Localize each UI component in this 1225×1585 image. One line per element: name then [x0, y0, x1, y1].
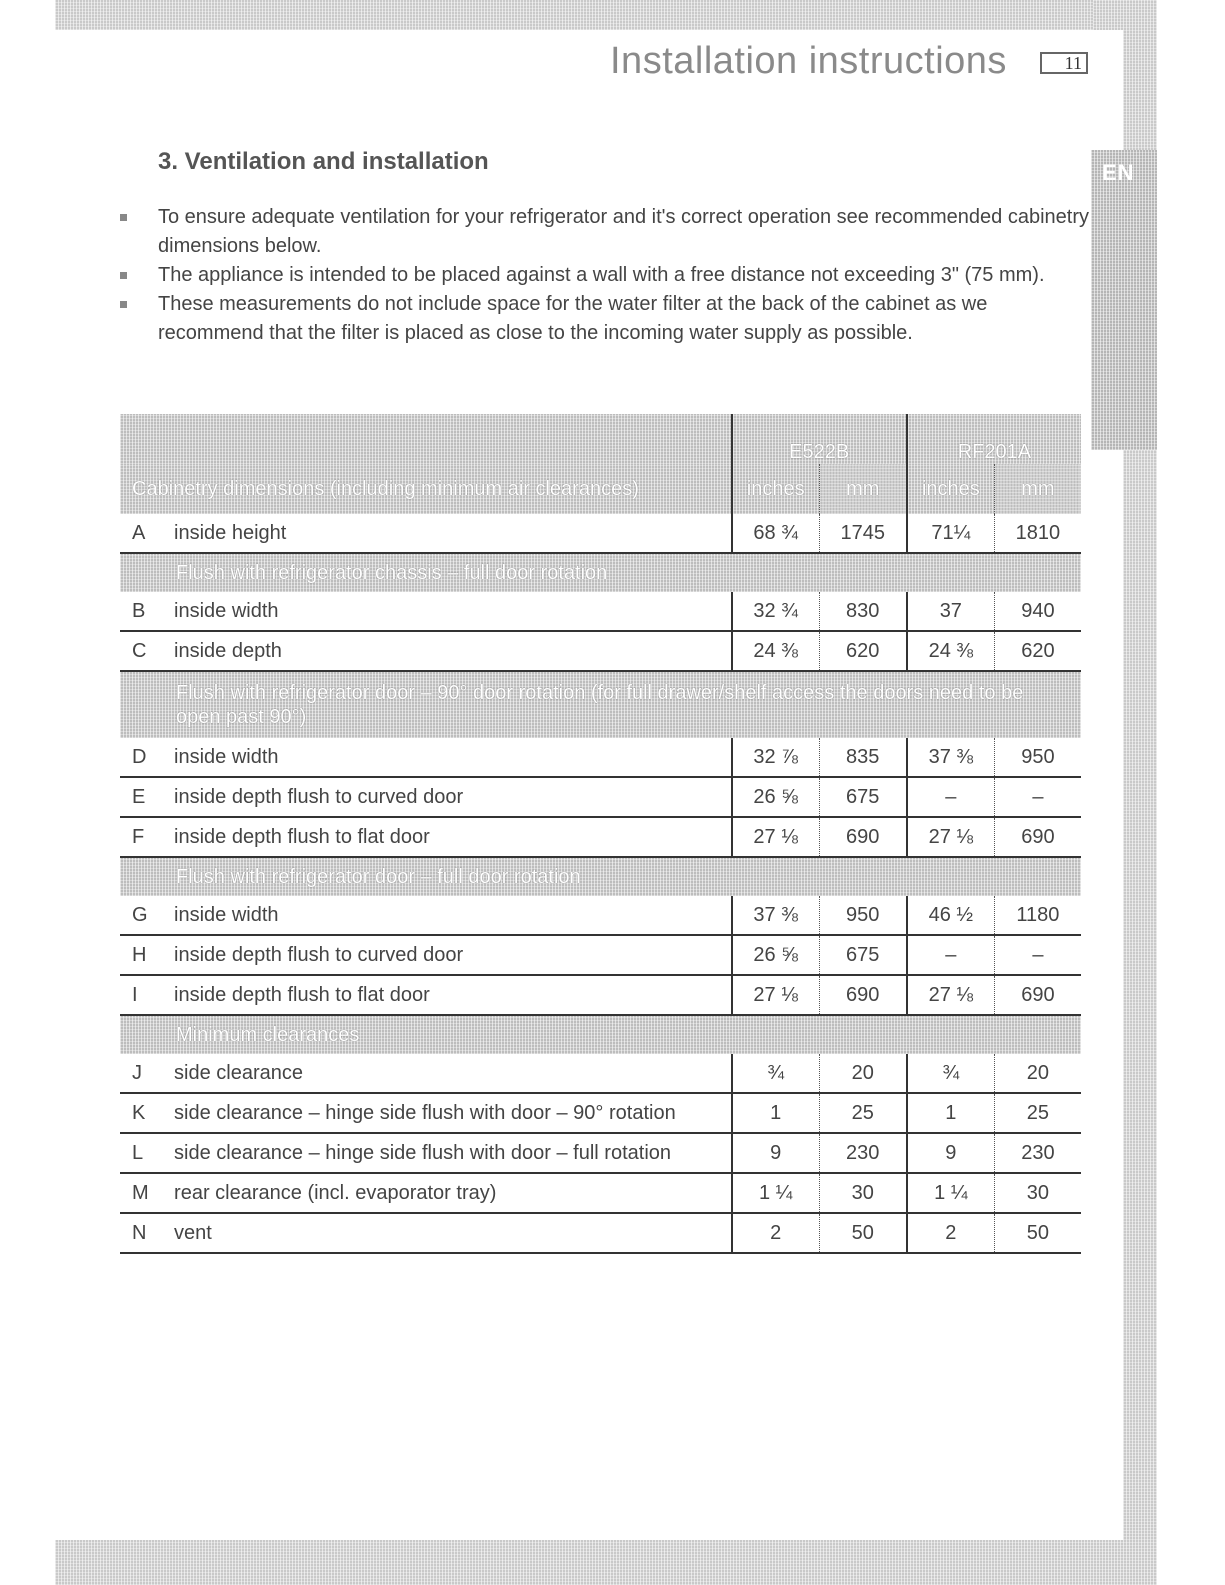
row-description: side clearance – hinge side flush with door – full rotation: [174, 1133, 732, 1173]
table-row: [120, 1213, 1081, 1253]
value-e522b-mm: 950: [819, 896, 907, 935]
value-rf201a-mm: 1180: [994, 896, 1081, 935]
value-e522b-inches: 24 ⅜: [732, 631, 820, 671]
bullet-text: The appliance is intended to be placed against a wall with a free distance not exceeding 3" (75 mm).: [158, 264, 1045, 286]
language-tab-label: EN: [1102, 160, 1135, 185]
table-row: [120, 592, 1081, 631]
table-subheading: Flush with refrigerator door – full door rotation: [120, 857, 1081, 896]
bullet-text: To ensure adequate ventilation for your refrigerator and it's correct operation see recommended cabinetry dimensions below.: [158, 206, 1089, 257]
value-e522b-inches: 27 ⅛: [732, 975, 820, 1015]
row-code: C: [120, 631, 174, 671]
table-subheading-row: [120, 671, 1081, 738]
value-e522b-inches: 27 ⅛: [732, 817, 820, 857]
table-row: [120, 975, 1081, 1015]
table-subheading-row: [120, 1015, 1081, 1054]
table-row: [120, 1093, 1081, 1133]
value-rf201a-inches: ¾: [907, 1054, 995, 1093]
row-code: M: [120, 1173, 174, 1213]
row-description: inside width: [174, 738, 732, 777]
value-e522b-inches: 32 ⅞: [732, 738, 820, 777]
table-header-label: Cabinetry dimensions (including minimum air clearances): [120, 464, 732, 514]
unit-header: mm: [819, 464, 907, 514]
row-code: H: [120, 935, 174, 975]
table-subheading: Flush with refrigerator chassis – full door rotation: [120, 553, 1081, 592]
value-rf201a-mm: –: [994, 777, 1081, 817]
table-row: [120, 1173, 1081, 1213]
value-e522b-inches: 32 ¾: [732, 592, 820, 631]
value-e522b-mm: 620: [819, 631, 907, 671]
value-e522b-inches: 1: [732, 1093, 820, 1133]
value-e522b-inches: 1 ¼: [732, 1173, 820, 1213]
value-e522b-mm: 20: [819, 1054, 907, 1093]
row-description: vent: [174, 1213, 732, 1253]
value-rf201a-mm: –: [994, 935, 1081, 975]
table-row: [120, 514, 1081, 553]
value-e522b-mm: 690: [819, 975, 907, 1015]
row-code: K: [120, 1093, 174, 1133]
value-rf201a-inches: 71¼: [907, 514, 995, 553]
value-e522b-inches: ¾: [732, 1054, 820, 1093]
value-rf201a-mm: 1810: [994, 514, 1081, 553]
value-rf201a-inches: 46 ½: [907, 896, 995, 935]
value-rf201a-inches: 24 ⅜: [907, 631, 995, 671]
value-e522b-mm: 830: [819, 592, 907, 631]
value-rf201a-mm: 690: [994, 975, 1081, 1015]
table-row: [120, 777, 1081, 817]
bullet-icon: [120, 272, 127, 279]
value-rf201a-inches: 2: [907, 1213, 995, 1253]
page-number: 11: [1040, 52, 1088, 74]
bullet-list: [120, 203, 1090, 348]
value-rf201a-inches: –: [907, 777, 995, 817]
table-subheading-row: [120, 553, 1081, 592]
value-rf201a-mm: 940: [994, 592, 1081, 631]
value-rf201a-inches: 27 ⅛: [907, 817, 995, 857]
row-code: B: [120, 592, 174, 631]
unit-header: mm: [994, 464, 1081, 514]
value-rf201a-mm: 230: [994, 1133, 1081, 1173]
scan-border-bottom: [55, 1540, 1156, 1585]
cabinetry-dimensions-table: [120, 414, 1081, 1254]
value-e522b-inches: 2: [732, 1213, 820, 1253]
row-description: inside width: [174, 896, 732, 935]
language-tab: [1091, 150, 1157, 450]
table-row: [120, 935, 1081, 975]
value-rf201a-inches: 9: [907, 1133, 995, 1173]
row-code: F: [120, 817, 174, 857]
value-rf201a-inches: 1: [907, 1093, 995, 1133]
scan-border-top: [55, 0, 1156, 30]
value-rf201a-inches: –: [907, 935, 995, 975]
row-description: inside depth: [174, 631, 732, 671]
row-description: inside width: [174, 592, 732, 631]
value-e522b-inches: 68 ¾: [732, 514, 820, 553]
table-subheading: Flush with refrigerator door – 90° door rotation (for full drawer/shelf access the doors need to be open past 90°): [120, 671, 1081, 738]
bullet-icon: [120, 301, 127, 308]
value-e522b-mm: 835: [819, 738, 907, 777]
value-rf201a-inches: 37: [907, 592, 995, 631]
row-code: N: [120, 1213, 174, 1253]
value-e522b-inches: 9: [732, 1133, 820, 1173]
model-header: E522B: [732, 414, 907, 464]
page-header-title: Installation instructions: [610, 40, 1007, 82]
value-e522b-mm: 690: [819, 817, 907, 857]
row-code: J: [120, 1054, 174, 1093]
table-row: [120, 896, 1081, 935]
table-header-units: [120, 464, 1081, 514]
value-e522b-mm: 230: [819, 1133, 907, 1173]
value-e522b-inches: 26 ⅝: [732, 777, 820, 817]
header-blank: [120, 414, 732, 464]
row-description: inside depth flush to flat door: [174, 817, 732, 857]
table-row: [120, 631, 1081, 671]
row-code: G: [120, 896, 174, 935]
value-e522b-mm: 30: [819, 1173, 907, 1213]
value-rf201a-mm: 20: [994, 1054, 1081, 1093]
table-header-models: [120, 414, 1081, 464]
table-row: [120, 1054, 1081, 1093]
table-row: [120, 1133, 1081, 1173]
value-e522b-mm: 50: [819, 1213, 907, 1253]
value-e522b-mm: 675: [819, 777, 907, 817]
row-description: side clearance: [174, 1054, 732, 1093]
row-description: inside depth flush to curved door: [174, 935, 732, 975]
row-description: side clearance – hinge side flush with door – 90° rotation: [174, 1093, 732, 1133]
section-title: 3. Ventilation and installation: [158, 148, 489, 175]
value-rf201a-inches: 27 ⅛: [907, 975, 995, 1015]
value-rf201a-mm: 950: [994, 738, 1081, 777]
model-header: RF201A: [907, 414, 1081, 464]
value-rf201a-mm: 50: [994, 1213, 1081, 1253]
row-description: rear clearance (incl. evaporator tray): [174, 1173, 732, 1213]
row-description: inside depth flush to flat door: [174, 975, 732, 1015]
bullet-item: [120, 203, 1090, 261]
value-e522b-inches: 37 ⅜: [732, 896, 820, 935]
value-e522b-mm: 675: [819, 935, 907, 975]
table-row: [120, 738, 1081, 777]
bullet-icon: [120, 214, 127, 221]
bullet-item: [120, 290, 1090, 348]
row-description: inside depth flush to curved door: [174, 777, 732, 817]
row-code: I: [120, 975, 174, 1015]
value-e522b-mm: 1745: [819, 514, 907, 553]
value-rf201a-mm: 25: [994, 1093, 1081, 1133]
table-subheading-row: [120, 857, 1081, 896]
table-body: [120, 514, 1081, 1253]
row-code: E: [120, 777, 174, 817]
value-rf201a-mm: 690: [994, 817, 1081, 857]
value-rf201a-mm: 30: [994, 1173, 1081, 1213]
bullet-text: These measurements do not include space for the water filter at the back of the cabinet as we recommend that the filter is placed as close to the incoming water supply as possible.: [158, 293, 988, 344]
value-rf201a-mm: 620: [994, 631, 1081, 671]
table-row: [120, 817, 1081, 857]
row-code: L: [120, 1133, 174, 1173]
value-e522b-mm: 25: [819, 1093, 907, 1133]
unit-header: inches: [732, 464, 820, 514]
value-e522b-inches: 26 ⅝: [732, 935, 820, 975]
bullet-item: [120, 261, 1090, 290]
row-code: A: [120, 514, 174, 553]
table-subheading: Minimum clearances: [120, 1015, 1081, 1054]
unit-header: inches: [907, 464, 995, 514]
row-description: inside height: [174, 514, 732, 553]
row-code: D: [120, 738, 174, 777]
value-rf201a-inches: 1 ¼: [907, 1173, 995, 1213]
value-rf201a-inches: 37 ⅜: [907, 738, 995, 777]
